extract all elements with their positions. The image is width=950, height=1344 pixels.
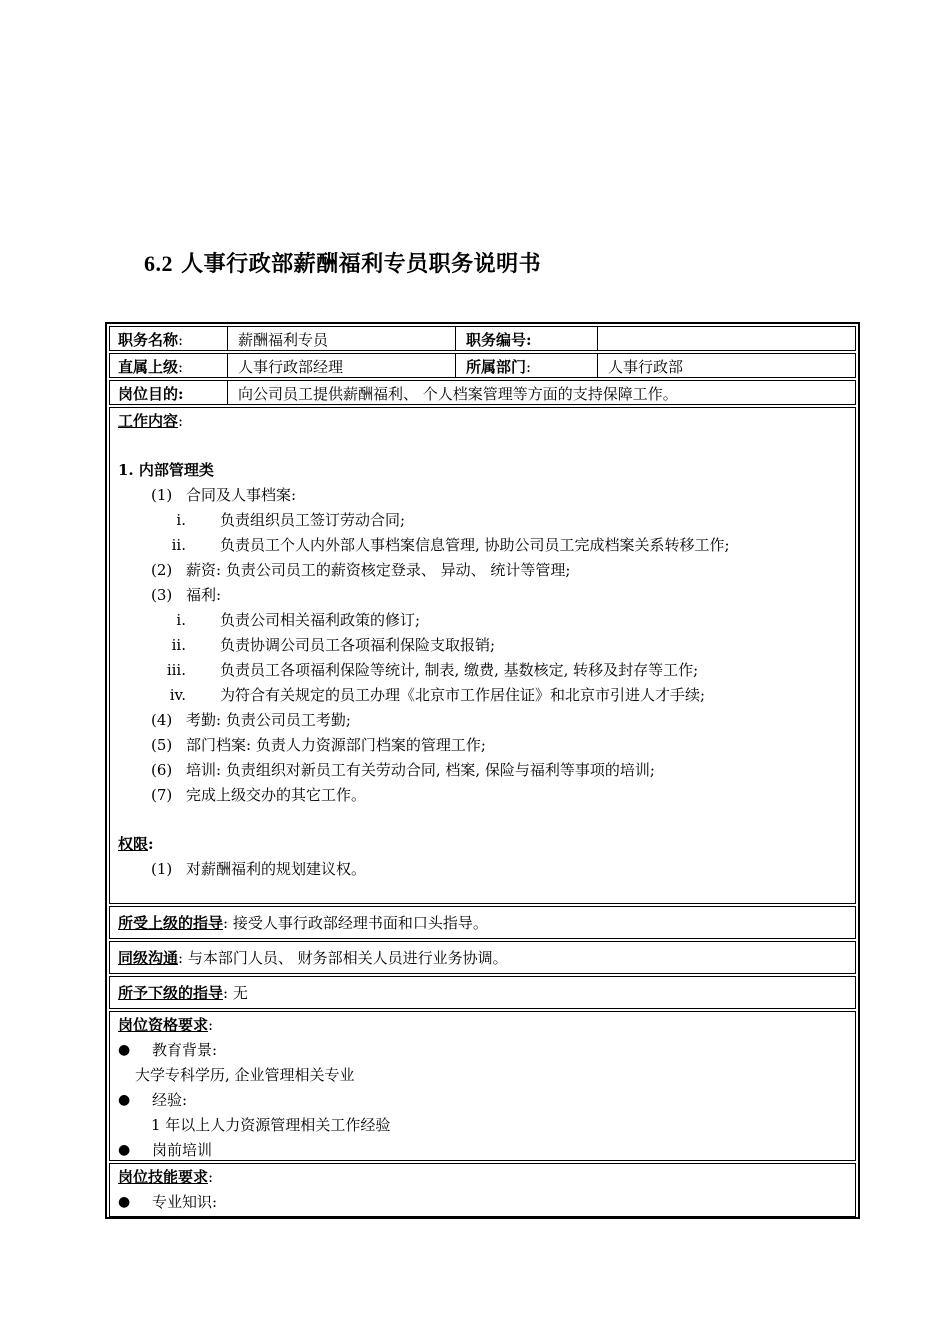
- table-row: [109, 380, 856, 405]
- bullet-icon: ●: [118, 1194, 131, 1210]
- supervisor-value: 人事行政部经理: [230, 354, 456, 377]
- bullet-icon: ●: [118, 1092, 131, 1108]
- work-content-block: 工作内容: 1. 内部管理类 (1) 合同及人事档案: i. 负责组织员工签订劳动合同; ii. 负责员工个人内外部人事档案信息管理, 协助公司员工完成档案关系转移工作; (2) 薪资: 负责公司员工的薪资核定登录、 异动、 统计等管理; (3) 福利: i. 负责公司相关福利政策的修订; ii. 负责协调公司员工各项福利保险支取报销; iii. 负责员工各项福利保险等统计, 制表, 缴费, 基数核定, 转移及封存等工作; iv. 为符合有关规定的员工办理《北京市工作居住证》和北京市引进人才手续; (4) 考勤: 负责公司员工考勤; (5) 部门档案: 负责人力资源部门档案的管理工作; (6) 培训: 负责组织对新员工有关劳动合同, 档案, 保险与福利等事项的培训; (7) 完成上级交办的其它工作。 权限: (1) 对薪酬福利的规划建议权。: [109, 407, 856, 904]
- guidance-received-label: 所受上级的指导: [118, 914, 224, 932]
- work-section: 1. 内部管理类: [118, 461, 214, 479]
- page-title: [144, 247, 541, 278]
- list-item-detail: 1 年以上人力资源管理相关工作经验: [151, 1116, 391, 1134]
- skills-block: 岗位技能要求: ● 专业知识:: [109, 1163, 856, 1217]
- purpose-label: 岗位目的: [118, 385, 179, 403]
- label-cell: 职务编号:: [458, 327, 598, 350]
- label-cell: 职务名称:: [110, 327, 228, 350]
- label-cell: 岗位目的:: [110, 381, 228, 404]
- label-cell: 直属上级:: [110, 354, 228, 377]
- peer-communication-row: [109, 941, 856, 974]
- guidance-given-label: 所予下级的指导: [118, 984, 224, 1002]
- job-title-label: 职务名称: [118, 331, 179, 349]
- authority-heading: 权限: [118, 835, 149, 853]
- job-description-table: [105, 322, 860, 1219]
- department-label: 所属部门: [466, 358, 527, 376]
- supervisor-label: 直属上级: [118, 358, 179, 376]
- guidance-given-value: : 无: [223, 984, 248, 1002]
- skills-heading: 岗位技能要求: [118, 1168, 209, 1186]
- peer-comm-value: : 与本部门人员、 财务部相关人员进行业务协调。: [178, 949, 508, 967]
- bullet-icon: ●: [118, 1142, 131, 1158]
- bullet-icon: ●: [118, 1042, 131, 1058]
- guidance-received-value: : 接受人事行政部经理书面和口头指导。: [223, 914, 488, 932]
- guidance-received-row: [109, 906, 856, 939]
- job-number-value: [600, 327, 855, 350]
- table-row: [109, 353, 856, 378]
- purpose-value: 向公司员工提供薪酬福利、 个人档案管理等方面的支持保障工作。: [238, 385, 678, 403]
- peer-comm-label: 同级沟通: [118, 949, 179, 967]
- title-text: 人事行政部薪酬福利专员职务说明书: [181, 252, 542, 277]
- title-number: 6.2: [144, 251, 173, 276]
- qualifications-heading: 岗位资格要求: [118, 1016, 209, 1034]
- job-title-value: 薪酬福利专员: [230, 327, 456, 350]
- qualifications-block: 岗位资格要求: ● 教育背景: 大学专科学历, 企业管理相关专业 ● 经验: 1 年以上人力资源管理相关工作经验 ● 岗前培训: [109, 1011, 856, 1161]
- guidance-given-row: [109, 976, 856, 1009]
- label-cell: 所属部门:: [458, 354, 598, 377]
- work-heading: 工作内容: [118, 412, 179, 430]
- job-number-label: 职务编号: [466, 331, 527, 349]
- list-item-detail: 大学专科学历, 企业管理相关专业: [135, 1066, 355, 1084]
- department-value: 人事行政部: [608, 358, 684, 376]
- table-row: [109, 326, 856, 351]
